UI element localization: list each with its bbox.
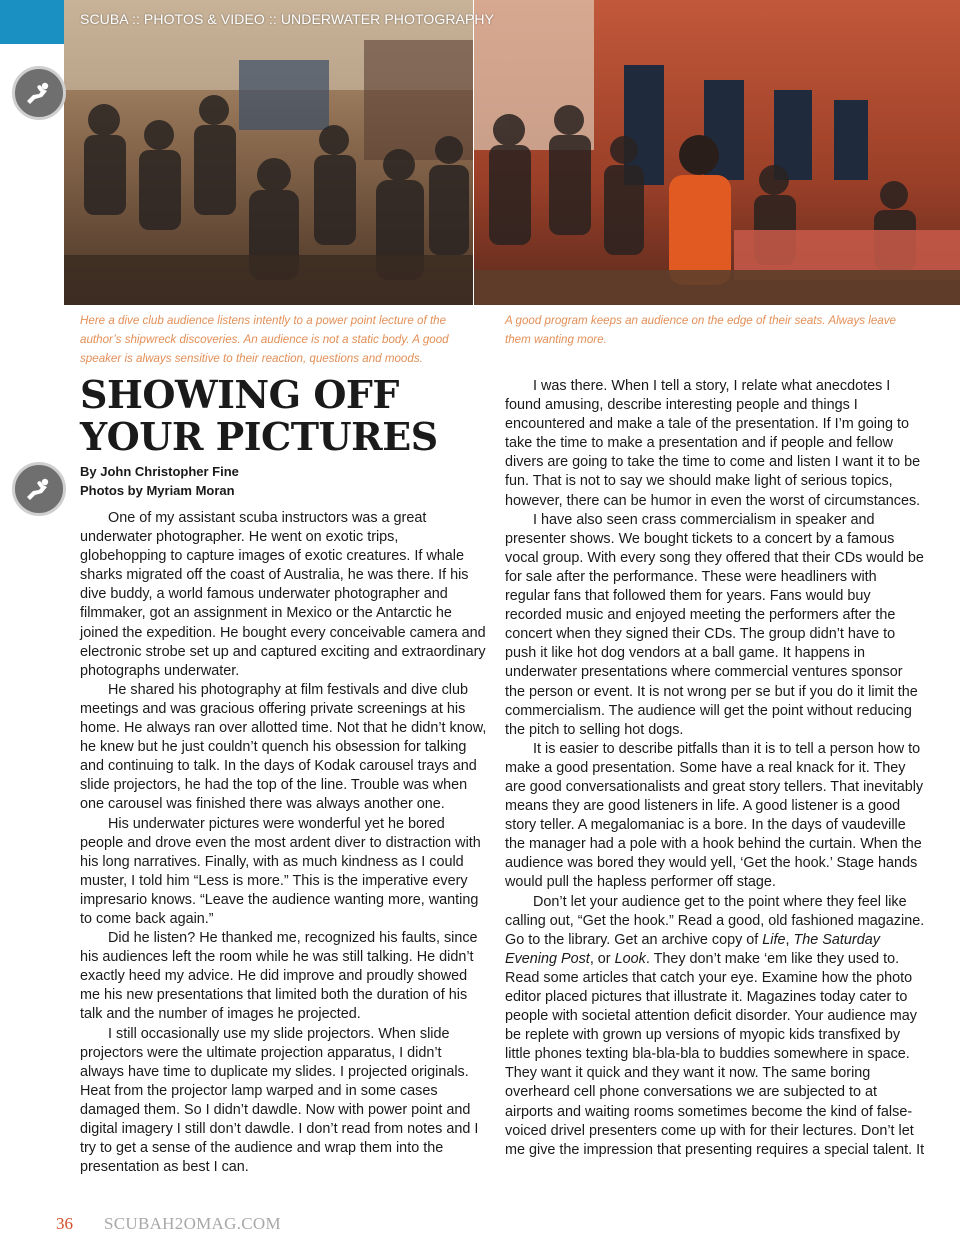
article-title [80,374,438,458]
text-run: Don’t let your audience get to the point where they feel like calling out, “Get the hook.” Read a good, old fashioned magazine. Go to the library. Get an archive copy of [505,893,925,948]
section-tab [0,0,64,44]
body-paragraph: He shared his photography at film festivals and dive club meetings and was gracious offering private screenings at his home. He always ran over allotted time. Not that he didn’t know, he knew but he just couldn’t quench his obsession for talking and continuing to talk. In the days of Kodak carousel trays and slide projectors, he had the top of the line. Trouble was when one carousel was finished there was always another one. [80,681,487,813]
body-paragraph: One of my assistant scuba instructors was a great underwater photographer. He went on exotic trips, globehopping to capture images of exotic creatures. If whale sharks migrated off the coast of Australia, he was there. If his dive buddy, a world famous underwater photographer and filmmaker, got an assignment in Mexico or the Antarctic he joined the expedition. He bought every conceivable camera and electronic strobe set up and captured exciting and extraordinary photographs underwater. [80,510,486,679]
article-title-line-2: YOUR PICTURES [80,414,438,459]
body-paragraph [505,893,925,1160]
magazine-title-life: Life [762,931,786,948]
text-run: , [785,931,794,948]
body-paragraph: I have also seen crass commercialism in speaker and presenter shows. We bought tickets to a concert by a famous vocal group. With every song they offered that their CDs would be for sale after the performance. These were headliners with regular fans that followed them for years. Fans would buy recorded music and enjoyed meeting the performers after the concert when they signed their CDs. The group didn’t have to push it like hot dog vendors at a ball game. It happens in underwater presentations where commercial ventures sponsor the person or event. It is not wrong per se but if you do it limit the commercialism. The audience will get the point without reducing the pitch to selling hot dogs. [505,511,924,738]
diver-icon [23,77,55,109]
byline-photos: Photos by Myriam Moran [80,483,235,498]
page-number: 36 [56,1214,73,1233]
article-title-line-1: SHOWING OFF [80,372,399,417]
article-column-left [80,509,488,1177]
body-paragraph: I still occasionally use my slide projectors. When slide projectors were the ultimate projection apparatus, I didn’t always have time to duplicate my slides. I projected originals. Heat from the projector lamp warped and in some cases damaged them. So I didn’t dawdle. Now with power point and digital imagery I still don’t dawdle. I don’t read from notes and I try to get a sense of the audience and wrap them into the presentation as best I can. [80,1025,479,1176]
body-paragraph: I was there. When I tell a story, I relate what anecdotes I found amusing, describe interesting people and things I encountered and make a tale of the presentation. If I’m going to take the time to make a presentation and if people and fellow divers are going to take the time to come and listen I want it to be fun. That is not to say we should make light of serious topics, however, there can be humor in even the worst of circumstances. [505,378,921,509]
text-run: , or [589,950,615,967]
photo-caption-right: A good program keeps an audience on the edge of their seats. Always leave them wanting more. [505,314,896,346]
breadcrumb: SCUBA :: PHOTOS & VIDEO :: UNDERWATER PHOTOGRAPHY [80,11,495,27]
byline-author: By John Christopher Fine [80,464,239,479]
magazine-title-post: The Saturday Evening Post [505,931,880,967]
body-paragraph: It is easier to describe pitfalls than it is to tell a person how to make a good presentation. Some have a real knack for it. They are good conversationalists and great story tellers. That inevitably means they are good listeners in life. A good listener is a good story teller. A megalomaniac is a bore. In the days of vaudeville the manager had a pole with a hook behind the curtain. When the audience was bored they would yell, ‘Get the hook.’ Stage hands would pull the hapless performer off stage. [505,740,924,891]
diver-icon [23,473,55,505]
text-run: . They don’t make ‘em like they used to. Read some articles that catch your eye. Examine how the photo editor placed pictures that illustrate it. Magazines today cater to people with societal attention deficit disorder. Your audience may be replete with grown up versions of myopic kids transfixed by little phones texting bla-bla-bla to buddies somewhere in space. They want it quick and they want it now. The same boring overheard cell phone conversations we are subjected to at airports and waiting rooms sometimes become the kind of false-voiced drivel presenters come up with for their lectures. Don’t let me give the impression that presenting requires a special talent. It [505,950,925,1158]
body-paragraph: Did he listen? He thanked me, recognized his faults, since his audiences left the room while he was still talking. He didn’t exactly heed my advice. He did improve and proudly showed me his new presentations that limited both the duration of his talk and the number of images he projected. [80,930,478,1023]
diver-badge [12,66,66,120]
magazine-title-look: Look [614,950,646,967]
photo-caption-left: Here a dive club audience listens intently to a power point lecture of the author’s shipwreck discoveries. An audience is not a static body. A good speaker is always sensitive to their reaction, questions and moods. [80,314,449,365]
article-column-right [505,377,925,1160]
diver-badge [12,462,66,516]
photo-audience-seats [474,0,960,305]
photo-audience-lecture [64,0,473,305]
byline [80,462,239,500]
body-paragraph: His underwater pictures were wonderful yet he bored people and drove even the most ardent diver to distraction with his long narratives. Finally, with as much kindness as I could muster, I told him “Less is more.” This is the imperative every impresario knows. “Leave the audience wanting more, wanting to come back again.” [80,815,481,927]
magazine-url: SCUBAH2OMAG.COM [104,1214,281,1233]
